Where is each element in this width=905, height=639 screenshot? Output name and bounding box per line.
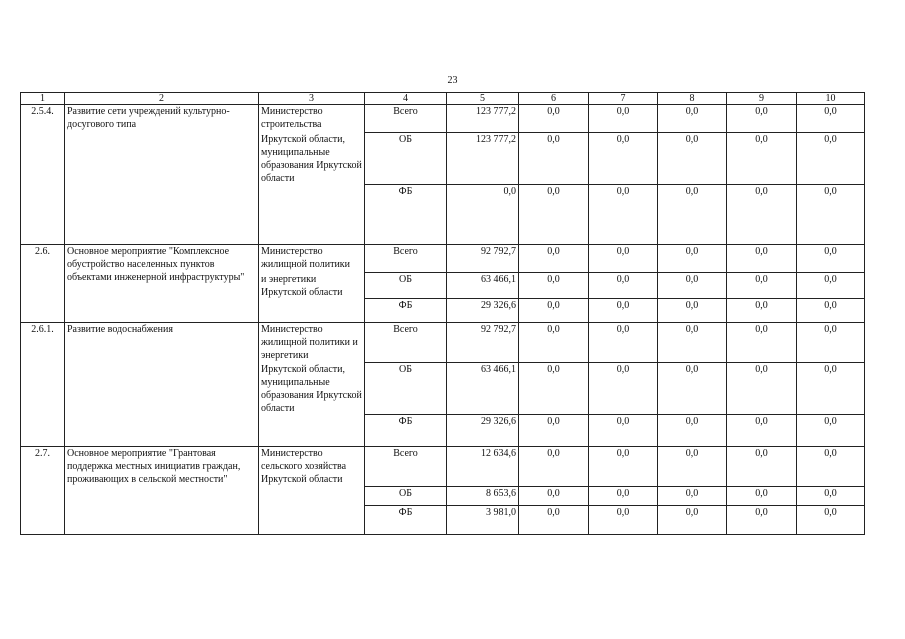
year-amount: 0,0 [727,447,797,487]
year-amount: 0,0 [797,105,865,133]
year-amount: 0,0 [658,415,727,447]
column-number: 5 [447,93,519,105]
executor-text: Министерство жилищной политики [259,245,365,273]
total-amount: 92 792,7 [447,323,519,363]
funding-source: ОБ [365,486,447,505]
executor-text: и энергетики Иркутской области [259,273,365,299]
item-name: Основное мероприятие "Грантовая поддержка местных инициатив граждан, проживающих в сельской местности" [65,447,259,535]
executor-text: Министерство сельского хозяйства Иркутской области [259,447,365,487]
total-amount: 123 777,2 [447,133,519,185]
year-amount: 0,0 [589,105,658,133]
funding-source: Всего [365,105,447,133]
year-amount: 0,0 [797,363,865,415]
column-number: 7 [589,93,658,105]
total-amount: 123 777,2 [447,105,519,133]
year-amount: 0,0 [727,245,797,273]
table-row [21,323,865,363]
total-amount: 92 792,7 [447,245,519,273]
item-number: 2.6.1. [21,323,65,447]
total-amount: 0,0 [447,185,519,245]
total-amount: 8 653,6 [447,486,519,505]
year-amount: 0,0 [727,363,797,415]
executor-text: Министерство жилищной политики и энергетики [259,323,365,363]
year-amount: 0,0 [519,415,589,447]
year-amount: 0,0 [658,133,727,185]
funding-source: ОБ [365,133,447,185]
year-amount: 0,0 [658,323,727,363]
year-amount: 0,0 [727,185,797,245]
year-amount: 0,0 [727,105,797,133]
year-amount: 0,0 [519,273,589,299]
item-name: Развитие водоснабжения [65,323,259,447]
executor-text [259,505,365,534]
year-amount: 0,0 [589,185,658,245]
year-amount: 0,0 [797,299,865,323]
year-amount: 0,0 [519,447,589,487]
executor-text: Иркутской области, муниципальные образования Иркутской области [259,133,365,185]
table-row [21,105,865,133]
year-amount: 0,0 [727,273,797,299]
year-amount: 0,0 [797,245,865,273]
year-amount: 0,0 [519,245,589,273]
year-amount: 0,0 [797,133,865,185]
year-amount: 0,0 [797,486,865,505]
year-amount: 0,0 [658,299,727,323]
year-amount: 0,0 [589,447,658,487]
year-amount: 0,0 [589,363,658,415]
column-number: 8 [658,93,727,105]
year-amount: 0,0 [658,486,727,505]
year-amount: 0,0 [519,323,589,363]
table-row [21,245,865,273]
item-number: 2.6. [21,245,65,323]
funding-source: Всего [365,447,447,487]
year-amount: 0,0 [727,486,797,505]
total-amount: 3 981,0 [447,505,519,534]
year-amount: 0,0 [727,323,797,363]
item-number: 2.5.4. [21,105,65,245]
year-amount: 0,0 [519,299,589,323]
year-amount: 0,0 [658,505,727,534]
total-amount: 63 466,1 [447,363,519,415]
year-amount: 0,0 [658,273,727,299]
funding-source: ФБ [365,185,447,245]
year-amount: 0,0 [589,245,658,273]
page-number: 23 [447,75,458,86]
item-number: 2.7. [21,447,65,535]
year-amount: 0,0 [658,105,727,133]
year-amount: 0,0 [727,133,797,185]
executor-text [259,415,365,447]
year-amount: 0,0 [797,273,865,299]
year-amount: 0,0 [519,133,589,185]
column-number: 4 [365,93,447,105]
column-number: 2 [65,93,259,105]
funding-source: ФБ [365,299,447,323]
column-number: 3 [259,93,365,105]
funding-source: ФБ [365,415,447,447]
year-amount: 0,0 [589,133,658,185]
funding-source: ОБ [365,273,447,299]
total-amount: 63 466,1 [447,273,519,299]
executor-text: Иркутской области, муниципальные образования Иркутской области [259,363,365,415]
executor-text [259,185,365,245]
year-amount: 0,0 [658,185,727,245]
total-amount: 29 326,6 [447,299,519,323]
year-amount: 0,0 [658,245,727,273]
year-amount: 0,0 [519,363,589,415]
item-name: Основное мероприятие "Комплексное обустройство населенных пунктов объектами инженерной инфраструктуры" [65,245,259,323]
year-amount: 0,0 [589,505,658,534]
item-name: Развитие сети учреждений культурно-досугового типа [65,105,259,245]
year-amount: 0,0 [589,299,658,323]
year-amount: 0,0 [589,415,658,447]
funding-source: Всего [365,323,447,363]
year-amount: 0,0 [519,486,589,505]
year-amount: 0,0 [519,105,589,133]
year-amount: 0,0 [589,273,658,299]
year-amount: 0,0 [658,363,727,415]
executor-text [259,486,365,505]
column-number: 1 [21,93,65,105]
year-amount: 0,0 [797,185,865,245]
year-amount: 0,0 [727,415,797,447]
year-amount: 0,0 [797,323,865,363]
executor-text: Министерство строительства [259,105,365,133]
column-number: 10 [797,93,865,105]
year-amount: 0,0 [519,185,589,245]
year-amount: 0,0 [797,505,865,534]
total-amount: 29 326,6 [447,415,519,447]
year-amount: 0,0 [589,486,658,505]
year-amount: 0,0 [727,299,797,323]
total-amount: 12 634,6 [447,447,519,487]
year-amount: 0,0 [658,447,727,487]
year-amount: 0,0 [589,323,658,363]
column-number-row [21,93,865,105]
year-amount: 0,0 [797,415,865,447]
program-table [20,92,865,535]
column-number: 6 [519,93,589,105]
funding-source: ОБ [365,363,447,415]
funding-source: Всего [365,245,447,273]
executor-text [259,299,365,323]
year-amount: 0,0 [519,505,589,534]
table-row [21,447,865,487]
funding-source: ФБ [365,505,447,534]
column-number: 9 [727,93,797,105]
year-amount: 0,0 [797,447,865,487]
year-amount: 0,0 [727,505,797,534]
